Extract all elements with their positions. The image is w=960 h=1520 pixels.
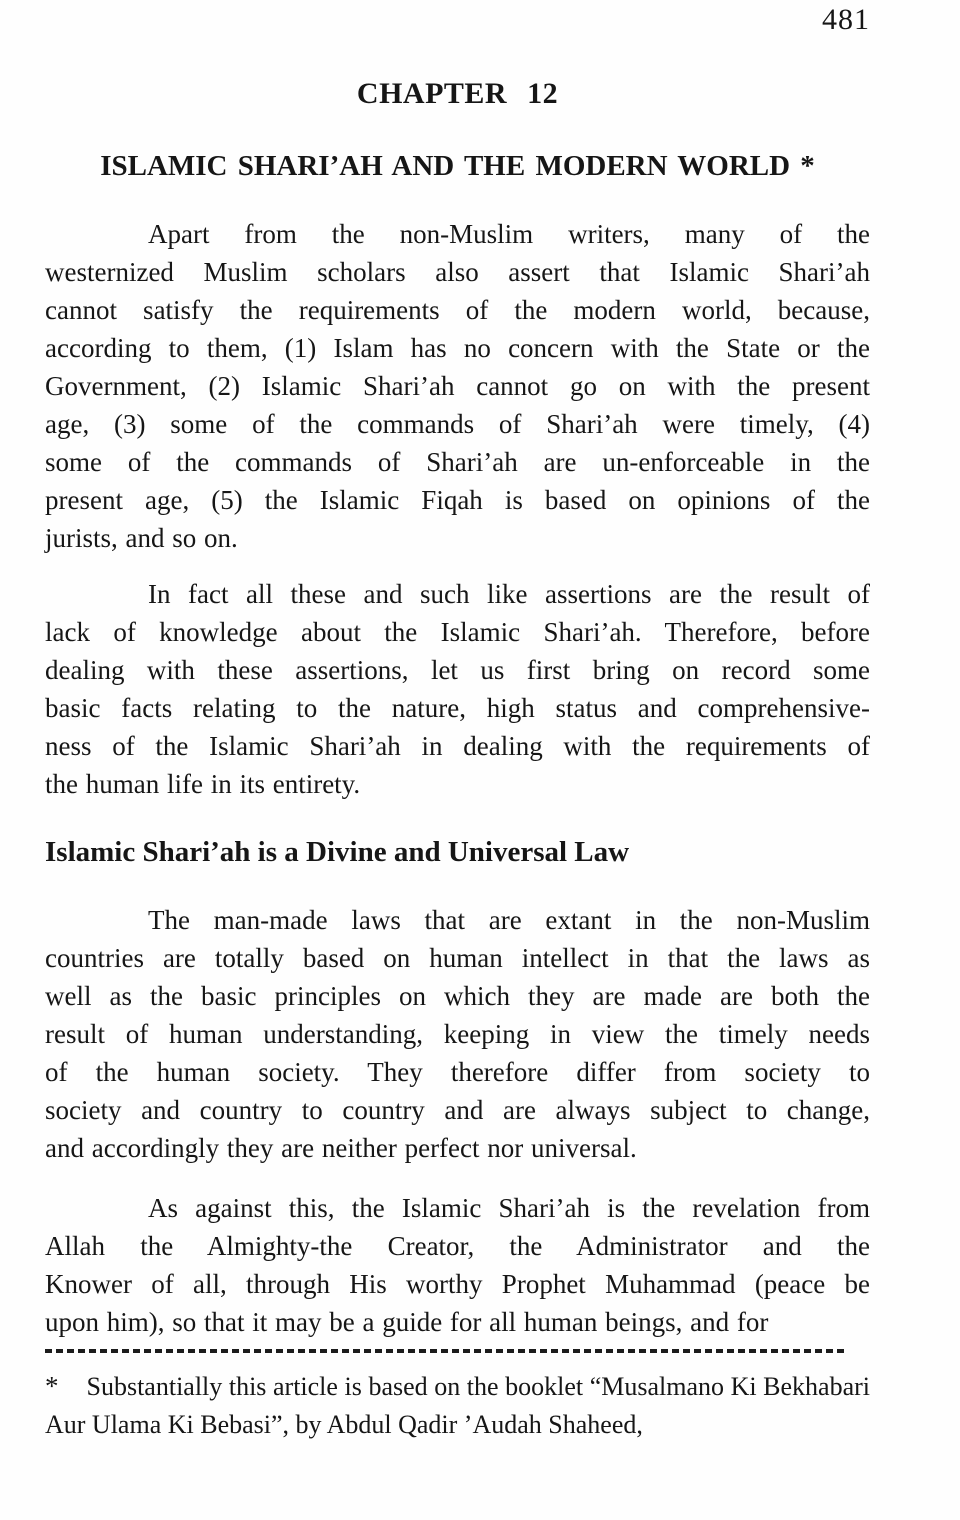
text-line: and accordingly they are neither perfect nor universal. — [45, 1133, 637, 1163]
text-line: upon him), so that it may be a guide for all human beings, and for — [45, 1307, 769, 1337]
text-line: some of the commands of Shari’ah are un-enforceable in the — [45, 447, 870, 477]
text-line: jurists, and so on. — [45, 523, 238, 553]
text-line: present age, (5) the Islamic Fiqah is based on opinions of the — [45, 485, 870, 515]
text-line: In fact all these and such like assertions are the result of — [148, 579, 870, 609]
footnote-line — [45, 1367, 870, 1406]
page-number: 481 — [822, 3, 870, 36]
text-line: society and country to country and are always subject to change, — [45, 1095, 870, 1125]
text-line: basic facts relating to the nature, high status and comprehensive- — [45, 693, 870, 723]
text-line: age, (3) some of the commands of Shari’ah were timely, (4) — [45, 409, 870, 439]
section-heading: Islamic Shari’ah is a Divine and Universal Law — [45, 836, 630, 868]
chapter-label: CHAPTER 12 — [356, 77, 559, 110]
footnote-asterisk-marker: * — [45, 1371, 59, 1401]
text-line: Government, (2) Islamic Shari’ah cannot go on with the present — [45, 371, 870, 401]
text-line: Knower of all, through His worthy Prophet Muhammad (peace be — [45, 1269, 870, 1299]
footnote-separator — [45, 1349, 847, 1353]
text-line: of the human society. They therefore differ from society to — [45, 1057, 870, 1087]
text-line: cannot satisfy the requirements of the modern world, because, — [45, 295, 870, 325]
paragraph-4 — [45, 1189, 870, 1341]
page-title: ISLAMIC SHARI’AH AND THE MODERN WORLD * — [100, 150, 815, 182]
footnote — [45, 1367, 870, 1444]
text-line: countries are totally based on human intellect in that the laws as — [45, 943, 870, 973]
text-line: result of human understanding, keeping in view the timely needs — [45, 1019, 870, 1049]
text-line: As against this, the Islamic Shari’ah is the revelation from — [148, 1193, 870, 1223]
text-line: lack of knowledge about the Islamic Shari’ah. Therefore, before — [45, 617, 870, 647]
text-line: the human life in its entirety. — [45, 769, 361, 799]
text-line: dealing with these assertions, let us first bring on record some — [45, 655, 870, 685]
footnote-line: Aur Ulama Ki Bebasi”, by Abdul Qadir ’Audah Shaheed, — [45, 1410, 643, 1439]
paragraph-3 — [45, 901, 870, 1167]
text-line: according to them, (1) Islam has no concern with the State or the — [45, 333, 870, 363]
text-line: Allah the Almighty-the Creator, the Administrator and the — [45, 1231, 870, 1261]
paragraph-1 — [45, 215, 870, 557]
footnote-text: Substantially this article is based on the booklet “Musalmano Ki Bekhabari — [86, 1372, 870, 1401]
text-line: well as the basic principles on which they are made are both the — [45, 981, 870, 1011]
text-line: ness of the Islamic Shari’ah in dealing with the requirements of — [45, 731, 870, 761]
paragraph-2 — [45, 575, 870, 803]
text-line: The man-made laws that are extant in the non-Muslim — [148, 905, 870, 935]
text-line: Apart from the non-Muslim writers, many of the — [148, 219, 870, 249]
text-line: westernized Muslim scholars also assert that Islamic Shari’ah — [45, 257, 870, 287]
